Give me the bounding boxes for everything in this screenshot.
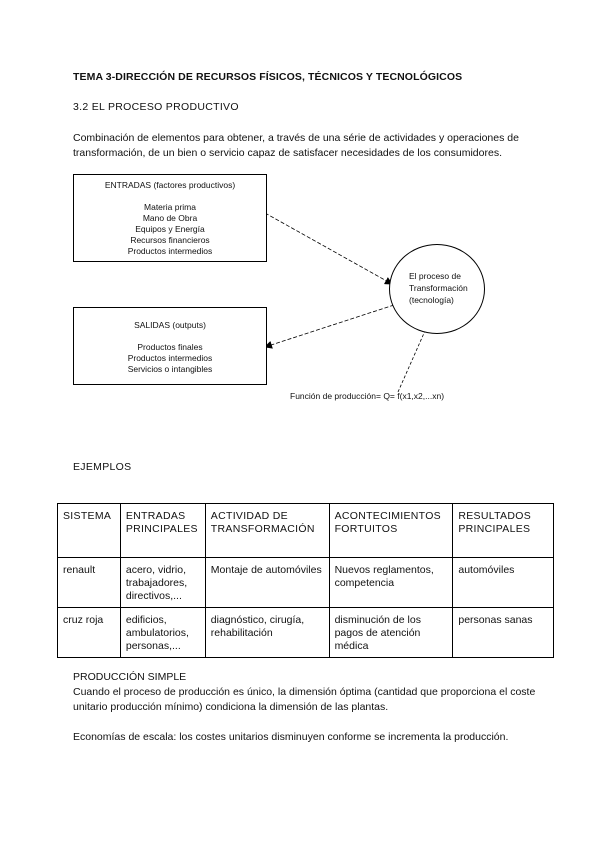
table-header-cell: ACONTECIMIENTOS FORTUITOS bbox=[329, 504, 453, 558]
section-heading: 3.2 EL PROCESO PRODUCTIVO bbox=[73, 101, 239, 113]
table-row bbox=[58, 558, 554, 608]
table-row bbox=[58, 608, 554, 658]
table-cell: personas sanas bbox=[453, 608, 554, 658]
salidas-item: Servicios o intangibles bbox=[127, 364, 213, 374]
salidas-list bbox=[74, 342, 266, 375]
entradas-item: Equipos y Energía bbox=[135, 224, 205, 234]
table-cell: Montaje de automóviles bbox=[205, 558, 329, 608]
arrow-proceso-to-salidas bbox=[265, 305, 394, 347]
funcion-produccion: Función de producción= Q= f(x1,x2,...xn) bbox=[290, 391, 445, 401]
table-header-cell: RESULTADOS PRINCIPALES bbox=[453, 504, 554, 558]
table-cell: renault bbox=[58, 558, 121, 608]
arrow-entradas-to-proceso bbox=[265, 213, 392, 284]
produccion-simple-heading: PRODUCCIÓN SIMPLE bbox=[73, 671, 187, 683]
table-cell: edificios, ambulatorios, personas,... bbox=[120, 608, 205, 658]
table-cell: automóviles bbox=[453, 558, 554, 608]
ejemplos-table bbox=[57, 503, 554, 658]
proceso-line: Transformación bbox=[409, 283, 468, 293]
table-cell: diagnóstico, cirugía, rehabilitación bbox=[205, 608, 329, 658]
table-header-cell: ENTRADAS PRINCIPALES bbox=[120, 504, 205, 558]
produccion-simple-text: Cuando el proceso de producción es único, la dimensión óptima (cantidad que proporciona el coste unitario producción mínimo) condiciona la dimensión de las plantas. bbox=[73, 686, 536, 713]
salidas-item: Productos intermedios bbox=[127, 353, 213, 363]
proceso-label bbox=[409, 270, 468, 306]
table-cell: Nuevos reglamentos, competencia bbox=[329, 558, 453, 608]
ejemplos-heading: EJEMPLOS bbox=[73, 461, 132, 473]
salidas-box bbox=[73, 307, 267, 385]
table-header-row bbox=[58, 504, 554, 558]
entradas-item: Productos intermedios bbox=[127, 246, 213, 256]
entradas-header: ENTRADAS (factores productivos) bbox=[104, 180, 236, 190]
proceso-line: El proceso de bbox=[409, 271, 461, 281]
page-title: TEMA 3-DIRECCIÓN DE RECURSOS FÍSICOS, TÉCNICOS Y TECNOLÓGICOS bbox=[73, 71, 463, 83]
salidas-header: SALIDAS (outputs) bbox=[134, 320, 206, 330]
table-cell: acero, vidrio, trabajadores, directivos,... bbox=[120, 558, 205, 608]
table-header-cell: ACTIVIDAD DE TRANSFORMACIÓN bbox=[205, 504, 329, 558]
table-cell: cruz roja bbox=[58, 608, 121, 658]
entradas-list bbox=[74, 202, 266, 257]
proceso-line: (tecnología) bbox=[409, 295, 454, 305]
entradas-box bbox=[73, 174, 267, 262]
entradas-item: Materia prima bbox=[144, 202, 196, 212]
economias-escala-text: Economías de escala: los costes unitarios disminuyen conforme se incrementa la producción. bbox=[73, 731, 509, 743]
entradas-item: Recursos financieros bbox=[130, 235, 210, 245]
table-header-cell: SISTEMA bbox=[58, 504, 121, 558]
salidas-item: Productos finales bbox=[137, 342, 203, 352]
table-cell: disminución de los pagos de atención médica bbox=[329, 608, 453, 658]
intro-paragraph: Combinación de elementos para obtener, a través de una série de actividades y operaciones de transformación, de un bien o servicio capaz de satisfacer necesidades de los consumidores. bbox=[73, 132, 519, 159]
entradas-item: Mano de Obra bbox=[142, 213, 198, 223]
